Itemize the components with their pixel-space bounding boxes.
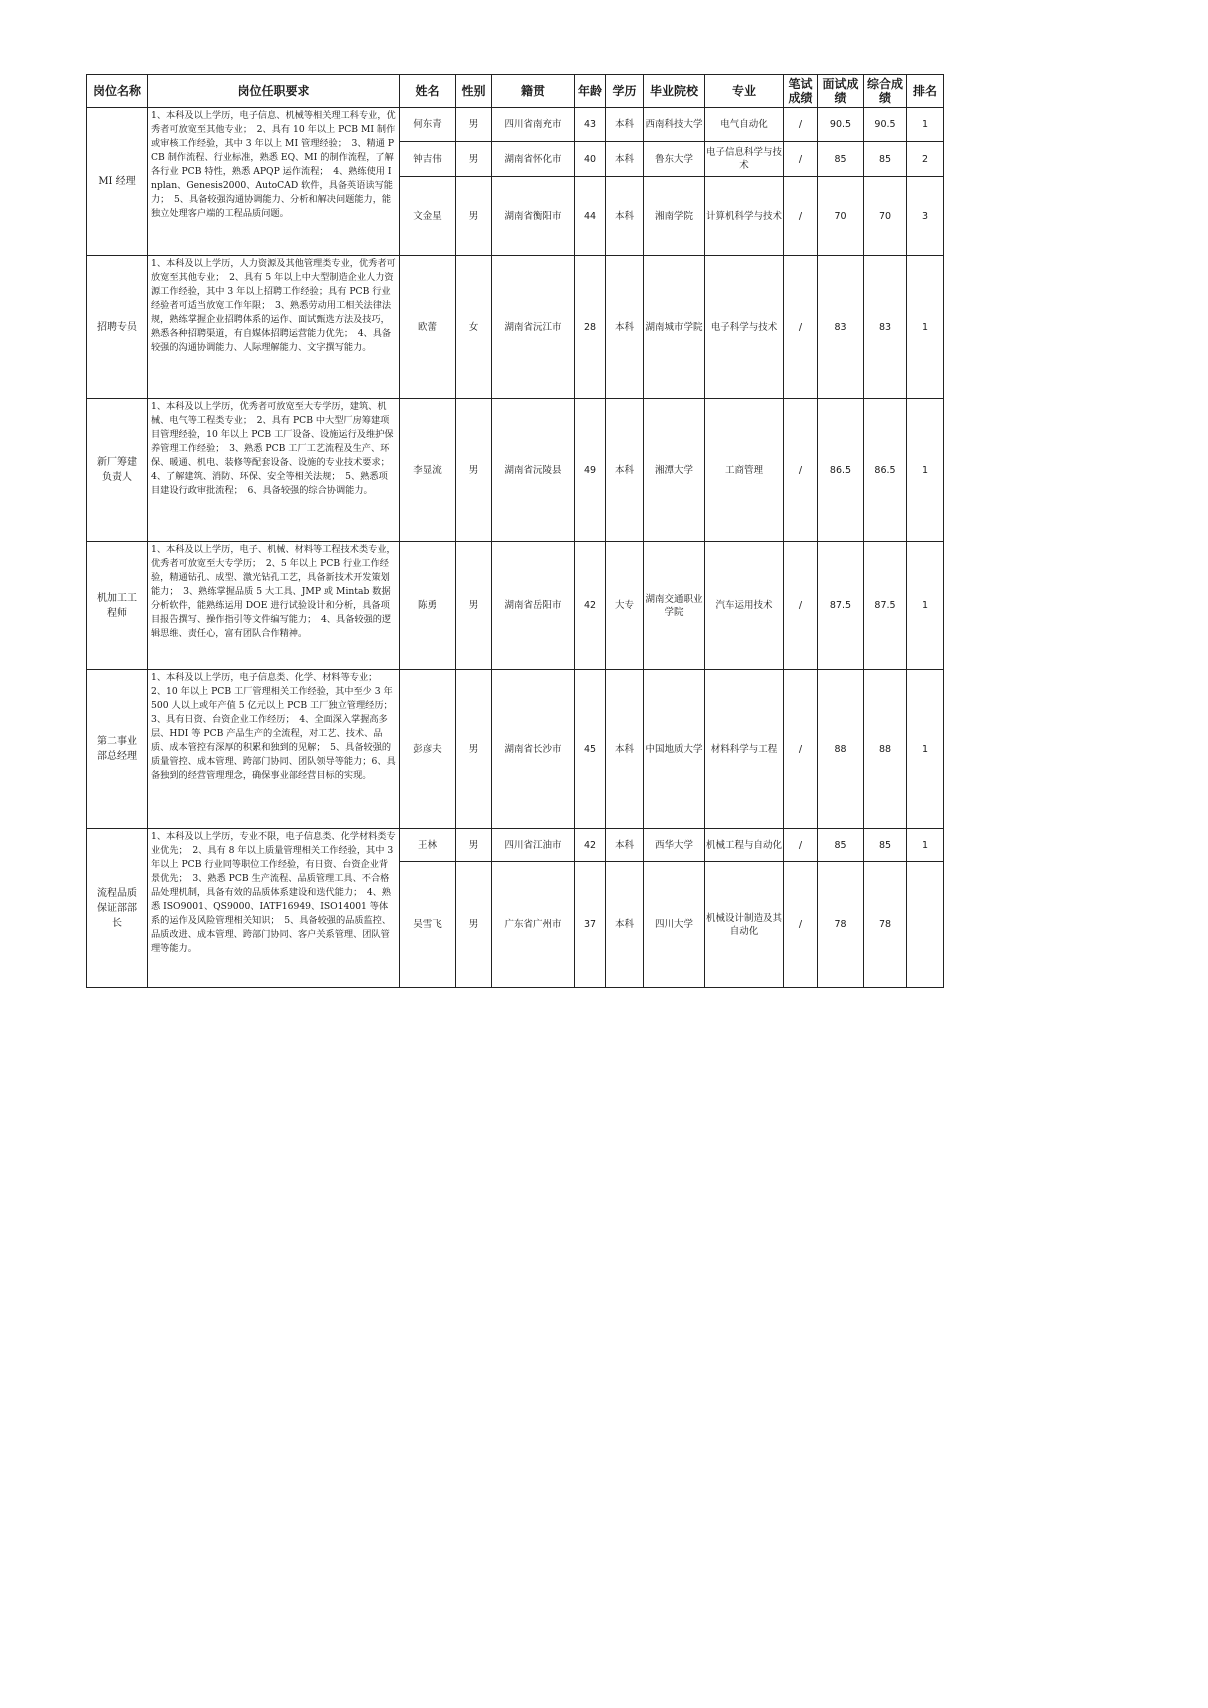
total-score-cell: 85: [864, 142, 907, 177]
total-score-cell: 83: [864, 256, 907, 399]
name-cell: 李显流: [400, 399, 456, 542]
table-row: [87, 256, 944, 399]
name-cell: 王林: [400, 829, 456, 862]
header-rank: 排名: [907, 75, 944, 108]
interview-score-cell: 70: [818, 177, 864, 256]
header-gender: 性别: [456, 75, 492, 108]
position-cell: 招聘专员: [87, 256, 148, 399]
header-school: 毕业院校: [644, 75, 705, 108]
origin-cell: 四川省江油市: [492, 829, 575, 862]
position-cell: MI 经理: [87, 108, 148, 256]
written-score-cell: /: [784, 108, 818, 142]
requirements-cell: 1、本科及以上学历，专业不限，电子信息类、化学材料类专业优先； 2、具有 8 年以上质量管理相关工作经验，其中 3 年以上 PCB 行业同等职位工作经验，有日资、台资企业背景优先； 3、熟悉 PCB 生产流程、品质管理工具、不合格品处理机制，具备有效的品质体系建设和迭代能力； 4、熟悉 ISO9001、QS9000、IATF16949、ISO14001 等体系的运作及风险管理相关知识； 5、具备较强的品质监控、品质改进、成本管理、跨部门协同、客户关系管理、团队管理等能力。: [148, 829, 400, 988]
written-score-cell: /: [784, 542, 818, 670]
written-score-cell: /: [784, 829, 818, 862]
header-position: 岗位名称: [87, 75, 148, 108]
header-requirements: 岗位任职要求: [148, 75, 400, 108]
rank-cell: 1: [907, 256, 944, 399]
requirements-cell: 1、本科及以上学历，人力资源及其他管理类专业，优秀者可放宽至其他专业； 2、具有 5 年以上中大型制造企业人力资源工作经验，其中 3 年以上招聘工作经验；具有 PCB 行业经验者可适当放宽工作年限； 3、熟悉劳动用工相关法律法规，熟练掌握企业招聘体系的运作、面试甄选方法及技巧，熟悉各种招聘渠道，有自媒体招聘运营能力优先； 4、具备较强的沟通协调能力、人际理解能力、文字撰写能力。: [148, 256, 400, 399]
header-major: 专业: [705, 75, 784, 108]
major-cell: 电子信息科学与技术: [705, 142, 784, 177]
position-cell: 新厂筹建负责人: [87, 399, 148, 542]
school-cell: 中国地质大学: [644, 670, 705, 829]
school-cell: 湖南交通职业学院: [644, 542, 705, 670]
written-score-cell: /: [784, 670, 818, 829]
total-score-cell: 86.5: [864, 399, 907, 542]
school-cell: 鲁东大学: [644, 142, 705, 177]
requirements-cell: 1、本科及以上学历，优秀者可放宽至大专学历，建筑、机械、电气等工程类专业； 2、具有 PCB 中大型厂房筹建项目管理经验，10 年以上 PCB 工厂设备、设施运行及维护保养管理工作经验； 3、熟悉 PCB 工厂工艺流程及生产、环保、暖通、机电、装修等配套设备、设施的专业技术要求； 4、了解建筑、消防、环保、安全等相关法规； 5、熟悉项目建设行政审批流程； 6、具备较强的综合协调能力。: [148, 399, 400, 542]
header-written-score: 笔试成绩: [784, 75, 818, 108]
header-education: 学历: [606, 75, 644, 108]
header-total-score: 综合成绩: [864, 75, 907, 108]
interview-score-cell: 87.5: [818, 542, 864, 670]
education-cell: 本科: [606, 829, 644, 862]
header-interview-score: 面试成绩: [818, 75, 864, 108]
origin-cell: 湖南省衡阳市: [492, 177, 575, 256]
origin-cell: 湖南省怀化市: [492, 142, 575, 177]
interview-score-cell: 88: [818, 670, 864, 829]
total-score-cell: 85: [864, 829, 907, 862]
age-cell: 44: [575, 177, 606, 256]
gender-cell: 男: [456, 399, 492, 542]
interview-score-cell: 78: [818, 862, 864, 988]
rank-cell: 1: [907, 542, 944, 670]
gender-cell: 男: [456, 670, 492, 829]
gender-cell: 女: [456, 256, 492, 399]
gender-cell: 男: [456, 862, 492, 988]
results-table: [86, 74, 944, 988]
age-cell: 42: [575, 829, 606, 862]
interview-score-cell: 86.5: [818, 399, 864, 542]
gender-cell: 男: [456, 177, 492, 256]
education-cell: 本科: [606, 399, 644, 542]
table-row: [87, 670, 944, 829]
major-cell: 计算机科学与技术: [705, 177, 784, 256]
requirements-cell: 1、本科及以上学历，电子信息类、化学、材料等专业； 2、10 年以上 PCB 工厂管理相关工作经验，其中至少 3 年 500 人以上或年产值 5 亿元以上 PCB 工厂独立管理经历； 3、具有日资、台资企业工作经历； 4、全面深入掌握高多层、HDI 等 PCB 产品生产的全流程，对工艺、技术、品质、成本管控有深厚的积累和独到的见解； 5、具备较强的质量管控、成本管理、跨部门协同、团队领导等能力；6、具备独到的经营管理理念，确保事业部经营目标的实现。: [148, 670, 400, 829]
position-cell: 流程品质保证部部长: [87, 829, 148, 988]
school-cell: 湖南城市学院: [644, 256, 705, 399]
school-cell: 四川大学: [644, 862, 705, 988]
name-cell: 钟吉伟: [400, 142, 456, 177]
school-cell: 湘潭大学: [644, 399, 705, 542]
header-row: [87, 75, 944, 108]
education-cell: 本科: [606, 177, 644, 256]
table-row: [87, 399, 944, 542]
table-row: [87, 542, 944, 670]
origin-cell: 湖南省岳阳市: [492, 542, 575, 670]
name-cell: 文金星: [400, 177, 456, 256]
major-cell: 材料科学与工程: [705, 670, 784, 829]
major-cell: 电子科学与技术: [705, 256, 784, 399]
written-score-cell: /: [784, 399, 818, 542]
age-cell: 49: [575, 399, 606, 542]
interview-score-cell: 90.5: [818, 108, 864, 142]
name-cell: 何东青: [400, 108, 456, 142]
rank-cell: 1: [907, 108, 944, 142]
total-score-cell: 87.5: [864, 542, 907, 670]
education-cell: 本科: [606, 142, 644, 177]
written-score-cell: /: [784, 862, 818, 988]
age-cell: 28: [575, 256, 606, 399]
interview-score-cell: 85: [818, 829, 864, 862]
origin-cell: 湖南省沅陵县: [492, 399, 575, 542]
age-cell: 45: [575, 670, 606, 829]
written-score-cell: /: [784, 256, 818, 399]
name-cell: 陈勇: [400, 542, 456, 670]
major-cell: 工商管理: [705, 399, 784, 542]
gender-cell: 男: [456, 542, 492, 670]
major-cell: 机械设计制造及其自动化: [705, 862, 784, 988]
name-cell: 彭彦夫: [400, 670, 456, 829]
requirements-cell: 1、本科及以上学历，电子、机械、材料等工程技术类专业，优秀者可放宽至大专学历； 2、5 年以上 PCB 行业工作经验，精通钻孔、成型、激光钻孔工艺，具备新技术开发策划能力； 3、熟练掌握品质 5 大工具、JMP 或 Mintab 数据分析软件，能熟练运用 DOE 进行试验设计和分析，具备项目报告撰写、操作指引等文件编写能力； 4、具备较强的逻辑思维、责任心，富有团队合作精神。: [148, 542, 400, 670]
rank-cell: 3: [907, 177, 944, 256]
age-cell: 42: [575, 542, 606, 670]
education-cell: 本科: [606, 108, 644, 142]
school-cell: 湘南学院: [644, 177, 705, 256]
header-origin: 籍贯: [492, 75, 575, 108]
written-score-cell: /: [784, 142, 818, 177]
age-cell: 40: [575, 142, 606, 177]
interview-score-cell: 83: [818, 256, 864, 399]
table-row: [87, 829, 944, 862]
gender-cell: 男: [456, 829, 492, 862]
school-cell: 西华大学: [644, 829, 705, 862]
major-cell: 机械工程与自动化: [705, 829, 784, 862]
rank-cell: 1: [907, 829, 944, 862]
origin-cell: 广东省广州市: [492, 862, 575, 988]
origin-cell: 四川省南充市: [492, 108, 575, 142]
education-cell: 本科: [606, 670, 644, 829]
total-score-cell: 90.5: [864, 108, 907, 142]
header-age: 年龄: [575, 75, 606, 108]
major-cell: 电气自动化: [705, 108, 784, 142]
requirements-cell: 1、本科及以上学历，电子信息、机械等相关理工科专业，优秀者可放宽至其他专业； 2、具有 10 年以上 PCB MI 制作或审核工作经验，其中 3 年以上 MI 管理经验； 3、精通 PCB 制作流程、行业标准，熟悉 EQ、MI 的制作流程，了解各行业 PCB 特性，熟悉 APQP 运作流程； 4、熟练使用 Inplan、Genesis2000、AutoCAD 软件，具备英语读写能力； 5、具备较强沟通协调能力、分析和解决问题能力，能独立处理客户端的工程品质问题。: [148, 108, 400, 256]
rank-cell: 1: [907, 399, 944, 542]
education-cell: 本科: [606, 256, 644, 399]
position-cell: 机加工工程师: [87, 542, 148, 670]
gender-cell: 男: [456, 108, 492, 142]
name-cell: 欧蕾: [400, 256, 456, 399]
rank-cell: [907, 862, 944, 988]
name-cell: 吴雪飞: [400, 862, 456, 988]
rank-cell: 1: [907, 670, 944, 829]
origin-cell: 湖南省沅江市: [492, 256, 575, 399]
total-score-cell: 88: [864, 670, 907, 829]
age-cell: 43: [575, 108, 606, 142]
total-score-cell: 78: [864, 862, 907, 988]
origin-cell: 湖南省长沙市: [492, 670, 575, 829]
age-cell: 37: [575, 862, 606, 988]
header-name: 姓名: [400, 75, 456, 108]
rank-cell: 2: [907, 142, 944, 177]
interview-score-cell: 85: [818, 142, 864, 177]
table-row: [87, 108, 944, 142]
total-score-cell: 70: [864, 177, 907, 256]
school-cell: 西南科技大学: [644, 108, 705, 142]
written-score-cell: /: [784, 177, 818, 256]
position-cell: 第二事业部总经理: [87, 670, 148, 829]
gender-cell: 男: [456, 142, 492, 177]
major-cell: 汽车运用技术: [705, 542, 784, 670]
education-cell: 本科: [606, 862, 644, 988]
education-cell: 大专: [606, 542, 644, 670]
